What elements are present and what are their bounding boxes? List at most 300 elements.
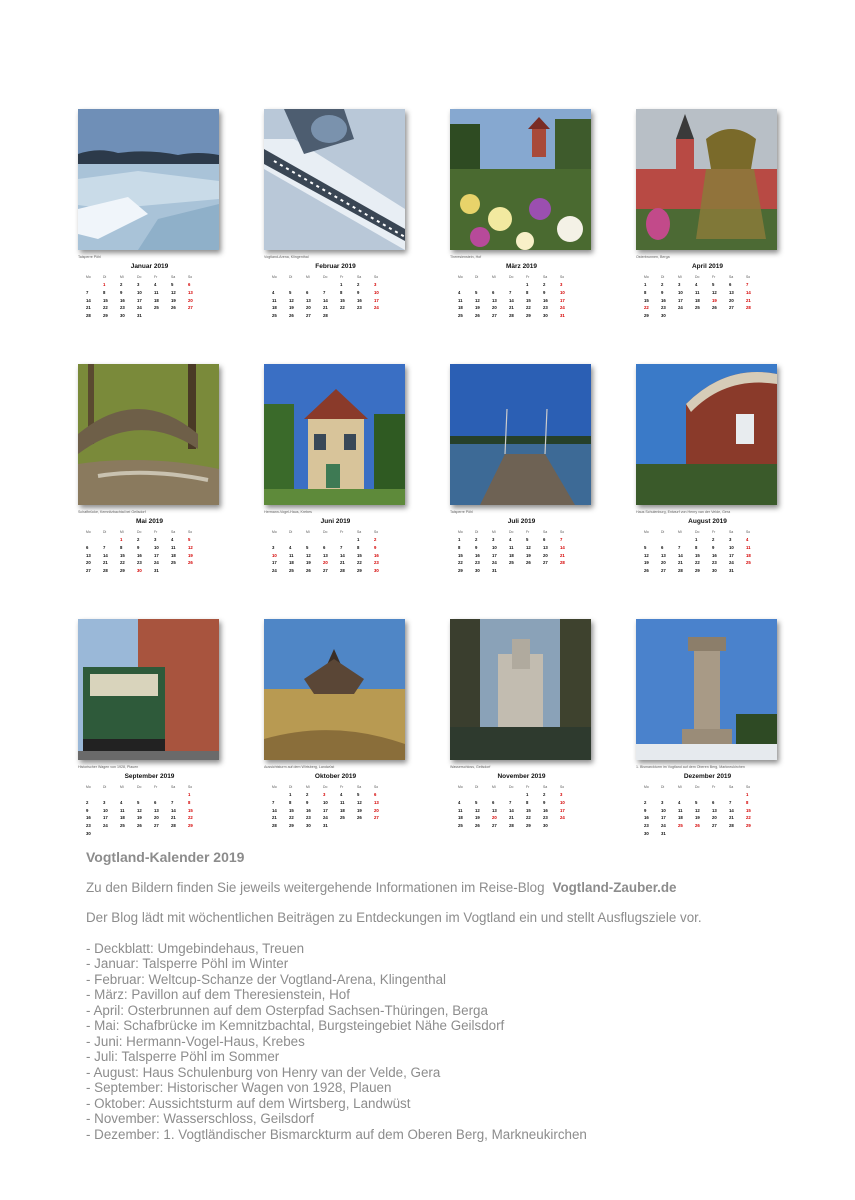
day-cell: 9 [86, 807, 89, 813]
month-juni [264, 364, 407, 574]
document-title: Vogtland-Kalender 2019 [86, 849, 245, 865]
day-cell: 23 [475, 560, 480, 566]
day-cell: 23 [374, 560, 379, 566]
day-cell: 4 [458, 800, 461, 806]
day-cell: 2 [137, 537, 140, 543]
weekday-header: Di [103, 784, 107, 789]
day-cell: 19 [475, 815, 480, 821]
week-row [86, 806, 205, 814]
week-row [458, 312, 577, 320]
day-cell: 10 [560, 290, 565, 296]
day-cell: 24 [323, 815, 328, 821]
month-mai [78, 364, 221, 574]
month-calendar [272, 272, 391, 319]
week-row [272, 567, 391, 575]
day-cell: 13 [492, 297, 497, 303]
day-cell: 4 [272, 290, 275, 296]
month-calendar [458, 782, 577, 829]
week-row [86, 289, 205, 297]
day-cell: 10 [272, 552, 277, 558]
week-row [272, 536, 391, 544]
day-cell: 17 [103, 815, 108, 821]
day-cell: 1 [458, 537, 461, 543]
week-row [86, 822, 205, 830]
week-row [644, 536, 763, 544]
day-cell: 25 [458, 313, 463, 319]
day-cell: 20 [306, 305, 311, 311]
day-cell: 12 [306, 552, 311, 558]
day-cell: 19 [475, 305, 480, 311]
list-item: - Juli: Talsperre Pöhl im Sommer [86, 1049, 280, 1064]
day-cell: 13 [374, 800, 379, 806]
day-cell: 12 [695, 807, 700, 813]
week-row [86, 559, 205, 567]
day-cell: 16 [475, 552, 480, 558]
day-cell: 23 [86, 823, 91, 829]
day-cell: 23 [661, 305, 666, 311]
day-cell: 1 [103, 282, 106, 288]
day-cell: 9 [120, 290, 123, 296]
day-cell: 9 [712, 545, 715, 551]
empty-cell [492, 791, 509, 799]
weekday-header: Mi [120, 784, 124, 789]
day-cell: 14 [323, 297, 328, 303]
day-cell: 11 [458, 297, 463, 303]
empty-cell [272, 536, 289, 544]
list-item: - November: Wasserschloss, Geilsdorf [86, 1111, 314, 1126]
month-title: November 2019 [497, 773, 546, 780]
day-cell: 7 [509, 800, 512, 806]
week-row [86, 567, 205, 575]
photo-caption: Talsperre Pöhl [78, 255, 101, 259]
day-cell: 30 [306, 823, 311, 829]
day-cell: 10 [323, 800, 328, 806]
month-september [78, 619, 221, 837]
empty-cell [103, 791, 120, 799]
empty-cell [712, 791, 729, 799]
day-cell: 25 [746, 560, 751, 566]
weekday-header: Do [509, 784, 514, 789]
day-cell: 1 [746, 792, 749, 798]
week-row [272, 791, 391, 799]
empty-cell [272, 791, 289, 799]
day-cell: 23 [543, 305, 548, 311]
day-cell: 16 [543, 297, 548, 303]
day-cell: 5 [644, 545, 647, 551]
photo-list [86, 941, 806, 1143]
weekday-header: Sa [171, 784, 176, 789]
day-cell: 4 [746, 537, 749, 543]
empty-cell [678, 536, 695, 544]
day-cell: 22 [188, 815, 193, 821]
day-cell: 2 [661, 282, 664, 288]
day-cell: 16 [543, 807, 548, 813]
day-cell: 3 [374, 282, 377, 288]
day-cell: 3 [678, 282, 681, 288]
weekday-header: Mi [306, 274, 310, 279]
day-cell: 21 [323, 305, 328, 311]
weekday-header: Di [475, 784, 479, 789]
week-row [644, 829, 763, 837]
day-cell: 28 [103, 568, 108, 574]
weekday-header: Di [661, 274, 665, 279]
empty-cell [509, 281, 526, 289]
day-cell: 1 [120, 537, 123, 543]
empty-cell [86, 791, 103, 799]
photo-caption: Haus Schulenburg, Entwurf von Henry van der Velde, Gera [636, 510, 731, 514]
month-title: März 2019 [505, 263, 538, 270]
photo-flower-garden [450, 109, 591, 250]
weekday-header: Mi [120, 529, 124, 534]
month-title: Februar 2019 [315, 263, 356, 270]
list-item: - April: Osterbrunnen auf dem Osterpfad Sachsen-Thüringen, Berga [86, 1002, 488, 1018]
empty-cell [289, 281, 306, 289]
weekday-header: So [560, 784, 565, 789]
list-item: - Dezember: 1. Vogtländischer Bismarckturm auf dem Oberen Berg, Markneukirchen [86, 1126, 587, 1142]
weekday-header: Sa [357, 784, 362, 789]
week-row [86, 536, 205, 544]
weekday-header: Fr [526, 529, 530, 534]
day-cell: 25 [289, 568, 294, 574]
intro-text: Zu den Bildern finden Sie jeweils weitergehende Informationen im Reise-Blog [86, 879, 545, 895]
day-cell: 17 [323, 807, 328, 813]
week-row [272, 312, 391, 320]
day-cell: 31 [729, 568, 734, 574]
week-row [458, 822, 577, 830]
weekday-header: Do [323, 529, 328, 534]
weekday-header: So [560, 274, 565, 279]
day-cell: 7 [103, 545, 106, 551]
day-cell: 15 [746, 807, 751, 813]
day-cell: 4 [458, 290, 461, 296]
day-cell: 21 [746, 297, 751, 303]
day-cell: 7 [323, 290, 326, 296]
day-cell: 6 [729, 282, 732, 288]
day-cell: 7 [729, 800, 732, 806]
day-cell: 25 [458, 823, 463, 829]
week-row [644, 289, 763, 297]
day-cell: 31 [661, 830, 666, 836]
day-cell: 15 [357, 552, 362, 558]
day-cell: 10 [154, 545, 159, 551]
day-cell: 22 [644, 305, 649, 311]
day-cell: 15 [120, 552, 125, 558]
day-cell: 13 [323, 552, 328, 558]
day-cell: 20 [374, 807, 379, 813]
weekday-header: Do [323, 274, 328, 279]
day-cell: 17 [154, 552, 159, 558]
day-cell: 14 [340, 552, 345, 558]
weekday-header: So [746, 529, 751, 534]
week-row [644, 822, 763, 830]
weekday-header: Mi [678, 529, 682, 534]
day-cell: 15 [526, 807, 531, 813]
day-cell: 3 [560, 282, 563, 288]
day-cell: 30 [137, 568, 142, 574]
weekday-header: Fr [340, 784, 344, 789]
day-cell: 26 [712, 305, 717, 311]
day-cell: 29 [357, 568, 362, 574]
day-cell: 22 [120, 560, 125, 566]
day-cell: 2 [86, 800, 89, 806]
day-cell: 26 [171, 305, 176, 311]
week-row [272, 289, 391, 297]
day-cell: 9 [543, 290, 546, 296]
day-cell: 27 [154, 823, 159, 829]
day-cell: 15 [188, 807, 193, 813]
day-cell: 30 [712, 568, 717, 574]
month-title: September 2019 [124, 773, 175, 780]
photo-caption: Osterbrunnen, Berga [636, 255, 670, 259]
month-title: Juni 2019 [320, 518, 351, 525]
day-cell: 10 [374, 290, 379, 296]
day-cell: 13 [661, 552, 666, 558]
weekday-header: Fr [712, 274, 716, 279]
weekday-header: So [746, 784, 751, 789]
weekday-header: Do [323, 784, 328, 789]
day-cell: 10 [103, 807, 108, 813]
day-cell: 4 [289, 545, 292, 551]
day-cell: 8 [340, 290, 343, 296]
day-cell: 6 [374, 792, 377, 798]
day-cell: 27 [729, 305, 734, 311]
day-cell: 17 [374, 297, 379, 303]
photo-brick-house [636, 364, 777, 505]
day-cell: 4 [120, 800, 123, 806]
day-cell: 11 [695, 290, 700, 296]
day-cell: 3 [560, 792, 563, 798]
day-cell: 23 [543, 815, 548, 821]
day-cell: 3 [729, 537, 732, 543]
weekday-header: Sa [543, 784, 548, 789]
weekday-header: Fr [340, 529, 344, 534]
day-cell: 27 [306, 313, 311, 319]
day-cell: 24 [678, 305, 683, 311]
day-cell: 20 [188, 297, 193, 303]
weekday-header: Mo [272, 529, 277, 534]
weekday-header: Di [103, 274, 107, 279]
day-cell: 2 [306, 792, 309, 798]
weekday-header: Di [103, 529, 107, 534]
day-cell: 22 [289, 815, 294, 821]
day-cell: 3 [661, 800, 664, 806]
weekday-header: Fr [340, 274, 344, 279]
month-oktober [264, 619, 407, 829]
month-title: Dezember 2019 [683, 773, 732, 780]
day-cell: 30 [374, 568, 379, 574]
weekday-header: Sa [357, 274, 362, 279]
day-cell: 20 [86, 560, 91, 566]
day-cell: 29 [188, 823, 193, 829]
day-cell: 24 [374, 305, 379, 311]
day-cell: 11 [171, 545, 176, 551]
weekday-header: Sa [543, 274, 548, 279]
weekday-header-row [86, 527, 205, 536]
day-cell: 3 [323, 792, 326, 798]
day-cell: 27 [712, 823, 717, 829]
day-cell: 29 [526, 313, 531, 319]
empty-cell [137, 791, 154, 799]
week-row [644, 791, 763, 799]
day-cell: 9 [661, 290, 664, 296]
month-title: August 2019 [688, 518, 727, 525]
day-cell: 12 [526, 545, 531, 551]
day-cell: 7 [171, 800, 174, 806]
weekday-header: So [188, 784, 193, 789]
day-cell: 31 [137, 313, 142, 319]
day-cell: 25 [678, 823, 683, 829]
day-cell: 14 [729, 807, 734, 813]
month-title: Januar 2019 [130, 263, 169, 270]
week-row [272, 559, 391, 567]
day-cell: 6 [492, 290, 495, 296]
weekday-header: So [746, 274, 751, 279]
day-cell: 27 [492, 823, 497, 829]
weekday-header: Mi [120, 274, 124, 279]
photo-caption: Aussichtsturm auf dem Wirtsberg, Landwüst [264, 765, 335, 769]
weekday-header: Sa [357, 529, 362, 534]
day-cell: 18 [695, 297, 700, 303]
empty-cell [340, 536, 357, 544]
day-cell: 5 [289, 290, 292, 296]
weekday-header-row [644, 527, 763, 536]
day-cell: 31 [492, 568, 497, 574]
day-cell: 29 [746, 823, 751, 829]
day-cell: 14 [272, 807, 277, 813]
day-cell: 15 [458, 552, 463, 558]
day-cell: 30 [120, 313, 125, 319]
week-row [644, 567, 763, 575]
day-cell: 9 [644, 807, 647, 813]
empty-cell [661, 791, 678, 799]
day-cell: 18 [272, 305, 277, 311]
weekday-header: Di [475, 274, 479, 279]
day-cell: 9 [306, 800, 309, 806]
weekday-header: Sa [729, 274, 734, 279]
photo-caption: Hermann-Vogel-Haus, Krebes [264, 510, 312, 514]
day-cell: 15 [289, 807, 294, 813]
day-cell: 21 [509, 815, 514, 821]
day-cell: 11 [272, 297, 277, 303]
day-cell: 1 [526, 282, 529, 288]
day-cell: 31 [560, 313, 565, 319]
week-row [272, 544, 391, 552]
day-cell: 20 [729, 297, 734, 303]
week-row [644, 312, 763, 320]
day-cell: 18 [171, 552, 176, 558]
week-row [86, 799, 205, 807]
day-cell: 18 [458, 815, 463, 821]
month-title: Juli 2019 [507, 518, 536, 525]
weekday-header: Mi [492, 274, 496, 279]
weekday-header: Mo [272, 784, 277, 789]
day-cell: 26 [475, 313, 480, 319]
day-cell: 12 [644, 552, 649, 558]
day-cell: 23 [137, 560, 142, 566]
day-cell: 13 [154, 807, 159, 813]
week-row [458, 289, 577, 297]
weekday-header: Sa [171, 529, 176, 534]
month-calendar [644, 527, 763, 574]
day-cell: 29 [695, 568, 700, 574]
weekday-header: Mi [678, 274, 682, 279]
week-row [458, 559, 577, 567]
month-title: Oktober 2019 [314, 773, 357, 780]
week-row [458, 536, 577, 544]
day-cell: 2 [543, 792, 546, 798]
day-cell: 25 [120, 823, 125, 829]
week-row [644, 281, 763, 289]
day-cell: 13 [543, 545, 548, 551]
week-row [272, 304, 391, 312]
week-row [272, 799, 391, 807]
day-cell: 6 [323, 545, 326, 551]
photo-bismarck-tower [636, 619, 777, 760]
day-cell: 27 [492, 313, 497, 319]
day-cell: 26 [289, 313, 294, 319]
weekday-header-row [458, 527, 577, 536]
week-row [644, 551, 763, 559]
day-cell: 8 [526, 800, 529, 806]
day-cell: 17 [661, 815, 666, 821]
day-cell: 14 [103, 552, 108, 558]
day-cell: 6 [188, 282, 191, 288]
week-row [86, 551, 205, 559]
day-cell: 11 [120, 807, 125, 813]
weekday-header: Fr [712, 529, 716, 534]
day-cell: 3 [272, 545, 275, 551]
weekday-header: So [374, 529, 379, 534]
intro-paragraph [86, 880, 806, 896]
day-cell: 1 [644, 282, 647, 288]
day-cell: 30 [644, 830, 649, 836]
day-cell: 25 [695, 305, 700, 311]
day-cell: 29 [458, 568, 463, 574]
day-cell: 17 [678, 297, 683, 303]
day-cell: 24 [560, 815, 565, 821]
weekday-header: So [374, 274, 379, 279]
day-cell: 21 [171, 815, 176, 821]
week-row [458, 281, 577, 289]
day-cell: 11 [678, 807, 683, 813]
month-calendar [86, 272, 205, 319]
empty-cell [154, 791, 171, 799]
empty-cell [695, 791, 712, 799]
day-cell: 19 [712, 297, 717, 303]
day-cell: 25 [509, 560, 514, 566]
day-cell: 3 [154, 537, 157, 543]
day-cell: 8 [695, 545, 698, 551]
day-cell: 14 [560, 545, 565, 551]
day-cell: 26 [695, 823, 700, 829]
day-cell: 4 [340, 792, 343, 798]
day-cell: 5 [188, 537, 191, 543]
day-cell: 12 [188, 545, 193, 551]
empty-cell [509, 791, 526, 799]
day-cell: 7 [746, 282, 749, 288]
week-row [458, 814, 577, 822]
weekday-header: Mi [306, 529, 310, 534]
weekday-header: Do [509, 274, 514, 279]
photo-frozen-lake [78, 109, 219, 250]
day-cell: 23 [644, 823, 649, 829]
day-cell: 11 [509, 545, 514, 551]
day-cell: 23 [306, 815, 311, 821]
empty-cell [644, 791, 661, 799]
month-februar [264, 109, 407, 319]
empty-cell [458, 281, 475, 289]
day-cell: 16 [374, 552, 379, 558]
